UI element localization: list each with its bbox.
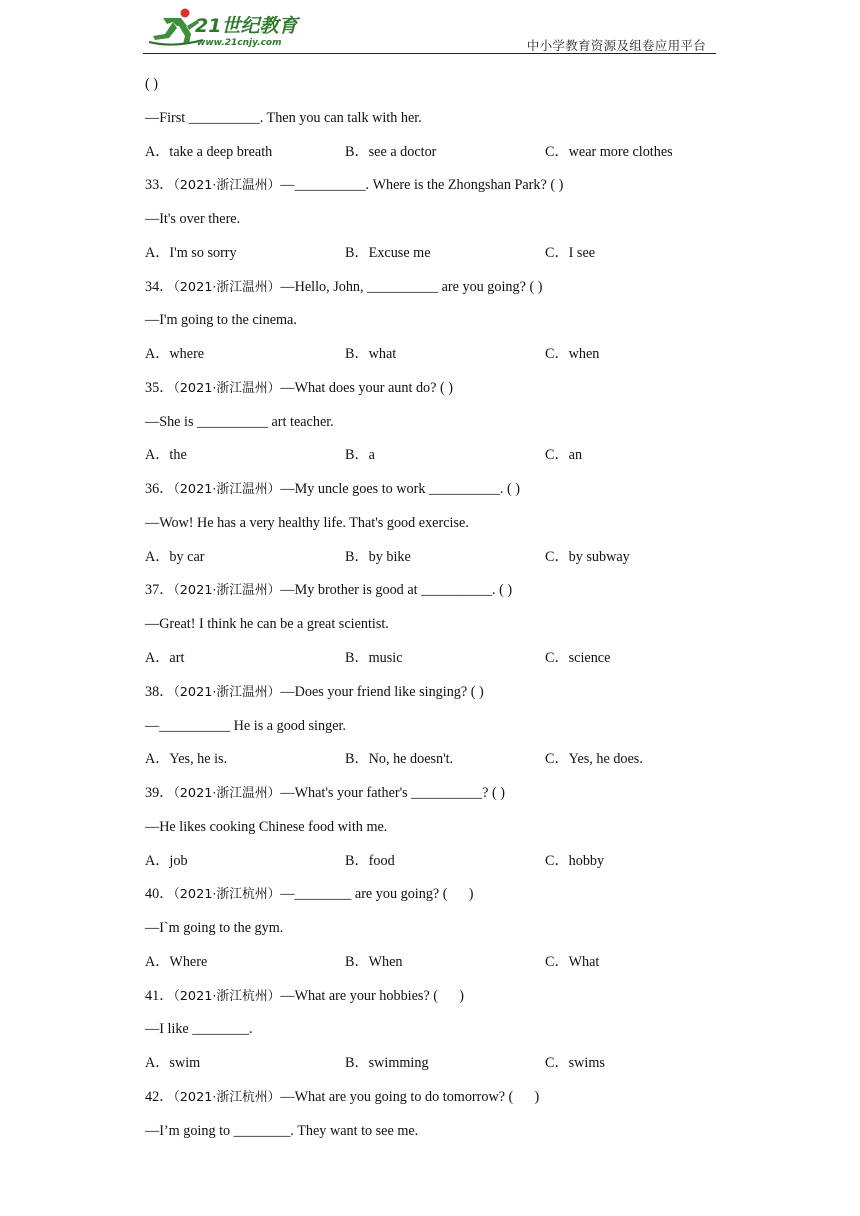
option-c: C．by subway bbox=[545, 548, 630, 565]
question-list bbox=[145, 72, 715, 1153]
answer-options bbox=[145, 241, 715, 275]
question-source: （2021·浙江温州） bbox=[173, 482, 281, 498]
dialogue-line: —I like ________. bbox=[145, 1021, 253, 1038]
logo-url-text: www.21cnjy.com bbox=[197, 38, 282, 48]
option-c: C．wear more clothes bbox=[545, 143, 673, 160]
question-number: 41． bbox=[145, 987, 174, 1004]
logo-main-text: 21世纪教育 bbox=[195, 15, 298, 37]
question-source: （2021·浙江温州） bbox=[173, 786, 281, 802]
dialogue-line: —First __________. Then you can talk with her. bbox=[145, 109, 422, 126]
dialogue-line: —She is __________ art teacher. bbox=[145, 413, 334, 430]
question-text: —__________. Where is the Zhongshan Park? ( ) bbox=[280, 177, 564, 194]
dialogue-line: —I’m going to ________. They want to see me. bbox=[145, 1122, 419, 1139]
question-source: （2021·浙江杭州） bbox=[173, 988, 281, 1004]
option-a: A．where bbox=[145, 346, 205, 363]
question-number: 36． bbox=[145, 481, 174, 498]
answer-options bbox=[145, 849, 715, 883]
question-stem bbox=[145, 477, 715, 511]
header-divider bbox=[143, 53, 716, 54]
question-stem bbox=[145, 680, 715, 714]
answer-options bbox=[145, 1051, 715, 1085]
option-c: C．Yes, he does. bbox=[545, 751, 643, 768]
question-number: 33． bbox=[145, 177, 174, 194]
answer-options bbox=[145, 747, 715, 781]
answer-options bbox=[145, 140, 715, 174]
option-a: A．I'm so sorry bbox=[145, 244, 237, 261]
option-a: A．Where bbox=[145, 953, 208, 970]
option-a: A．swim bbox=[145, 1055, 201, 1072]
header-platform-text: 中小学教育资源及组卷应用平台 bbox=[526, 38, 706, 53]
option-a: A．take a deep breath bbox=[145, 143, 273, 160]
question-number: 39． bbox=[145, 785, 174, 802]
question-text: —What are you going to do tomorrow? ( ) bbox=[280, 1088, 540, 1105]
option-a: A．Yes, he is. bbox=[145, 751, 228, 768]
option-b: B．what bbox=[345, 346, 397, 363]
question-stem bbox=[145, 984, 715, 1018]
question-source: （2021·浙江温州） bbox=[173, 583, 281, 599]
question-source: （2021·浙江温州） bbox=[173, 380, 281, 396]
option-c: C．hobby bbox=[545, 852, 605, 869]
option-a: A．art bbox=[145, 650, 185, 667]
question-text: —My brother is good at __________. ( ) bbox=[280, 582, 513, 599]
question-number: 40． bbox=[145, 886, 174, 903]
question-text: —Hello, John, __________ are you going? ( ) bbox=[280, 278, 543, 295]
dialogue-line: —Wow! He has a very healthy life. That's good exercise. bbox=[145, 514, 469, 531]
question-source: （2021·浙江温州） bbox=[173, 279, 281, 295]
question-source: （2021·浙江温州） bbox=[173, 684, 281, 700]
option-b: B．When bbox=[345, 953, 403, 970]
question-source: （2021·浙江杭州） bbox=[173, 1089, 281, 1105]
option-b: B．No, he doesn't. bbox=[345, 751, 454, 768]
option-b: B．food bbox=[345, 852, 395, 869]
question-number: 34． bbox=[145, 278, 174, 295]
dialogue-line: —__________ He is a good singer. bbox=[145, 717, 346, 734]
question-text: —Does your friend like singing? ( ) bbox=[280, 683, 484, 700]
question-stem bbox=[145, 1085, 715, 1119]
option-b: B．swimming bbox=[345, 1055, 429, 1072]
dialogue-line: —I'm going to the cinema. bbox=[145, 312, 297, 329]
dialogue-line: —I`m going to the gym. bbox=[145, 920, 284, 937]
option-b: B．see a doctor bbox=[345, 143, 437, 160]
dialogue-line: —Great! I think he can be a great scientist. bbox=[145, 616, 389, 633]
option-c: C．I see bbox=[545, 244, 596, 261]
question-stem bbox=[145, 781, 715, 815]
option-b: B．music bbox=[345, 650, 403, 667]
question-number: 35． bbox=[145, 379, 174, 396]
question-source: （2021·浙江温州） bbox=[173, 178, 281, 194]
option-c: C．an bbox=[545, 447, 583, 464]
question-stem bbox=[145, 882, 715, 916]
option-c: C．What bbox=[545, 953, 600, 970]
page-header bbox=[143, 0, 716, 56]
question-text: —My uncle goes to work __________. ( ) bbox=[280, 481, 521, 498]
question-text: —What does your aunt do? ( ) bbox=[280, 379, 453, 396]
dialogue-line: —It's over there. bbox=[145, 211, 241, 228]
question-source: （2021·浙江杭州） bbox=[173, 887, 281, 903]
option-b: B．by bike bbox=[345, 548, 411, 565]
question-stem bbox=[145, 376, 715, 410]
option-a: A．the bbox=[145, 447, 187, 464]
question-text: —________ are you going? ( ) bbox=[280, 886, 474, 903]
site-logo bbox=[143, 4, 313, 48]
option-c: C．when bbox=[545, 346, 600, 363]
question-number: 38． bbox=[145, 683, 174, 700]
question-stem bbox=[145, 578, 715, 612]
answer-options bbox=[145, 545, 715, 579]
answer-options bbox=[145, 646, 715, 680]
dialogue-line: —He likes cooking Chinese food with me. bbox=[145, 818, 388, 835]
dialogue-line: ( ) bbox=[145, 76, 158, 92]
question-stem bbox=[145, 173, 715, 207]
answer-options bbox=[145, 342, 715, 376]
question-number: 37． bbox=[145, 582, 174, 599]
option-b: B．Excuse me bbox=[345, 244, 431, 261]
answer-options bbox=[145, 950, 715, 984]
option-b: B．a bbox=[345, 447, 375, 464]
question-stem bbox=[145, 275, 715, 309]
answer-options bbox=[145, 443, 715, 477]
question-text: —What's your father's __________? ( ) bbox=[280, 785, 505, 802]
question-number: 42． bbox=[145, 1088, 174, 1105]
option-c: C．swims bbox=[545, 1055, 605, 1072]
option-a: A．job bbox=[145, 852, 188, 869]
option-c: C．science bbox=[545, 650, 611, 667]
option-a: A．by car bbox=[145, 548, 205, 565]
question-text: —What are your hobbies? ( ) bbox=[280, 987, 465, 1004]
